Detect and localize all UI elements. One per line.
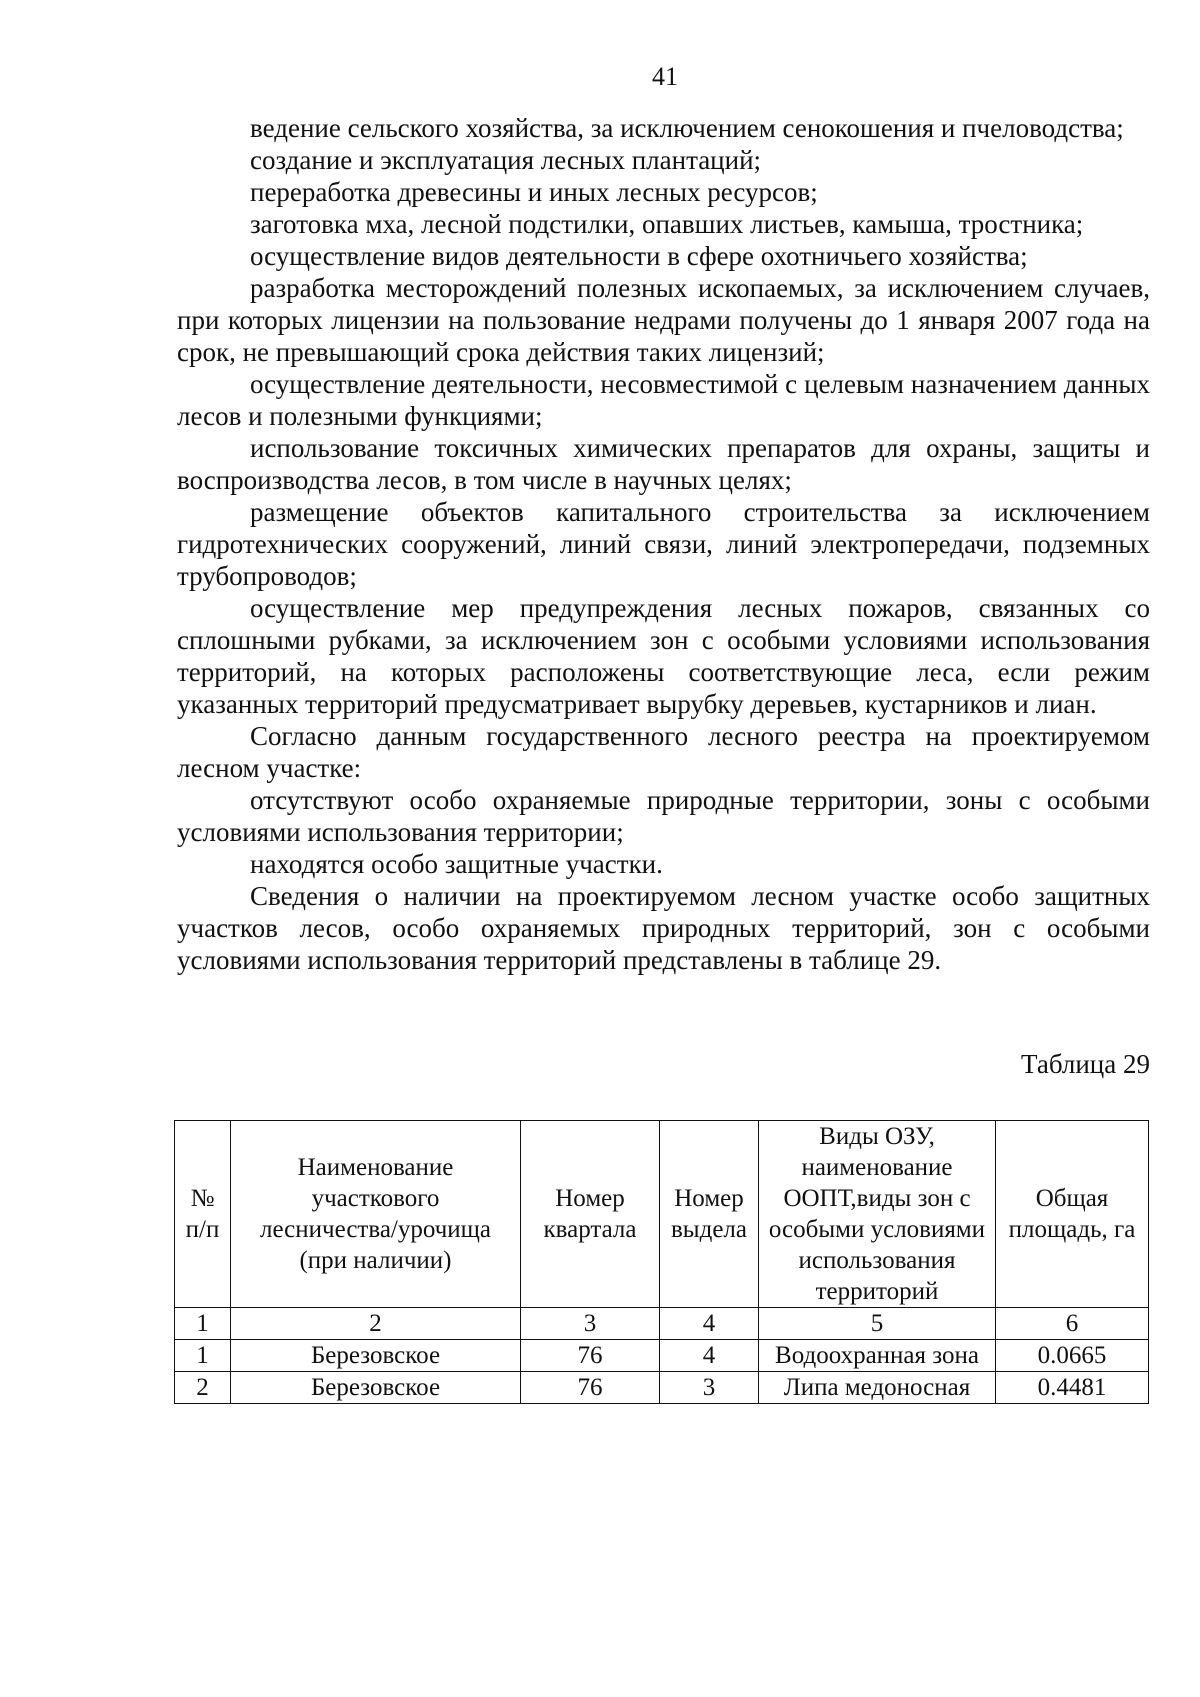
paragraph: находятся особо защитные участки. (250, 849, 663, 879)
paragraph: ведение сельского хозяйства, за исключением сенокошения и пчеловодства; (250, 113, 1124, 143)
column-number-cell: 4 (660, 1308, 759, 1340)
paragraph: заготовка мха, лесной подстилки, опавших листьев, камыша, тростника; (250, 209, 1084, 239)
paragraph: разработка месторождений полезных ископаемых, за исключением случаев, при которых лицензии на пользование недрами получены до 1 января 2007 года на срок, не превышающий срока действия таких лицензий; (177, 273, 1150, 367)
paragraph: осуществление мер предупреждения лесных пожаров, связанных со сплошными рубками, за исключением зон с особыми условиями использования территорий, на которых расположены соответствующие леса, если режим указанных территорий предусматривает вырубку деревьев, кустарников и лиан. (177, 593, 1150, 719)
paragraph: отсутствуют особо охраняемые природные территории, зоны с особыми условиями использования территории; (177, 785, 1150, 847)
table-cell: Березовское (231, 1372, 521, 1404)
column-number-cell: 5 (759, 1308, 996, 1340)
paragraph: Сведения о наличии на проектируемом лесном участке особо защитных участков лесов, особо охраняемых природных территорий, зон с особыми условиями использования территорий представлены в таблице 29. (177, 881, 1150, 975)
table-cell: Водоохранная зона (759, 1340, 996, 1372)
table-cell: 0.0665 (996, 1340, 1149, 1372)
table-cell: Березовское (231, 1340, 521, 1372)
column-number-cell: 3 (521, 1308, 660, 1340)
paragraph: создание и эксплуатация лесных плантаций; (250, 145, 762, 175)
data-table (174, 1120, 1149, 1404)
paragraph: использование токсичных химических препаратов для охраны, защиты и воспроизводства лесов, в том числе в научных целях; (177, 433, 1150, 495)
header-cell-total-area: Общая площадь, га (996, 1121, 1149, 1308)
column-number-cell: 2 (231, 1308, 521, 1340)
header-cell-forestry-name: Наименование участкового лесничества/урочища (при наличии) (231, 1121, 521, 1308)
column-number-cell: 6 (996, 1308, 1149, 1340)
table-header-row (175, 1121, 1149, 1308)
header-cell-number: № п/п (175, 1121, 231, 1308)
header-cell-zone-types: Виды ОЗУ, наименование ООПТ,виды зон с особыми условиями использования территорий (759, 1121, 996, 1308)
document-body (177, 112, 1150, 976)
paragraph: Согласно данным государственного лесного реестра на проектируемом лесном участке: (177, 721, 1150, 783)
header-cell-plot-number: Номер выдела (660, 1121, 759, 1308)
table-cell: 1 (175, 1340, 231, 1372)
table-row (175, 1372, 1149, 1404)
paragraph: осуществление деятельности, несовместимой с целевым назначением данных лесов и полезными функциями; (177, 369, 1150, 431)
page-number: 41 (652, 62, 678, 91)
table-cell: 76 (521, 1340, 660, 1372)
column-number-cell: 1 (175, 1308, 231, 1340)
table-cell: 3 (660, 1372, 759, 1404)
header-cell-quarter-number: Номер квартала (521, 1121, 660, 1308)
paragraph: размещение объектов капитального строительства за исключением гидротехнических сооружений, линий связи, линий электропередачи, подземных трубопроводов; (177, 497, 1150, 591)
table-caption: Таблица 29 (1021, 1049, 1150, 1079)
table-cell: 2 (175, 1372, 231, 1404)
table-cell: 0.4481 (996, 1372, 1149, 1404)
table-column-numbers-row (175, 1308, 1149, 1340)
table-cell: 4 (660, 1340, 759, 1372)
paragraph: осуществление видов деятельности в сфере охотничьего хозяйства; (250, 241, 1028, 271)
table-row (175, 1340, 1149, 1372)
table-cell: 76 (521, 1372, 660, 1404)
paragraph: переработка древесины и иных лесных ресурсов; (250, 177, 818, 207)
table-cell: Липа медоносная (759, 1372, 996, 1404)
